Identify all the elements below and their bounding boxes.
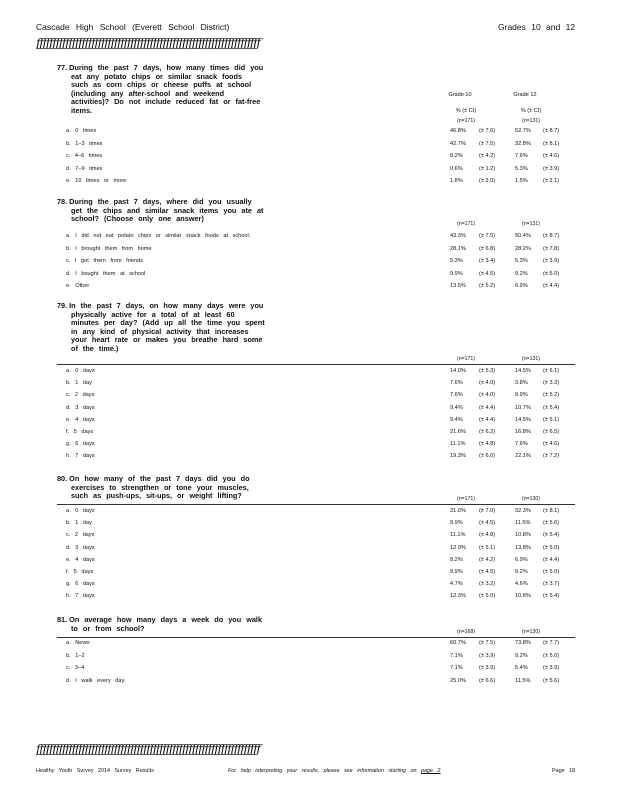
answer-option: b. 1 day [66, 380, 92, 387]
grade-12-percent: 9.2% [515, 270, 528, 277]
grade-12-percent: 52.7% [515, 128, 531, 134]
grade-12-ci: (± 5.0) [543, 569, 560, 575]
grades-label: Grades 10 and 12 [498, 22, 576, 32]
grade-10-ci: (± 4.2) [479, 556, 496, 563]
grade-12-ci: (± 5.2) [543, 392, 560, 399]
grade-10-percent: 43.3% [450, 233, 466, 239]
grade-10-percent: 12.3% [450, 593, 466, 600]
answer-option: c. 2 days [66, 532, 95, 539]
grade-12-percent: 10.7% [515, 404, 531, 411]
grade-12-percent: 5.3% [515, 258, 528, 264]
grade-10-sample-size: (n=171) [457, 356, 476, 362]
grade-12-ci: (± 3.9) [543, 165, 560, 172]
grade-12-ci: (± 5.6) [543, 677, 560, 684]
question-number: 78. [57, 197, 68, 206]
grade-12-ci: (± 7.8) [543, 245, 560, 252]
grade-10-sample-size: (n=171) [457, 221, 476, 227]
grade-12-ci: (± 5.4) [543, 532, 560, 539]
grade-12-ci: (± 6.5) [543, 429, 560, 435]
answer-option: e. 4 days [66, 556, 95, 563]
grade-12-ci: (± 4.6) [543, 441, 560, 448]
answer-option: e. 4 days [66, 416, 95, 423]
grade-12-ci: (± 7.7) [543, 640, 560, 646]
question-number: 81. [57, 615, 68, 624]
grade-12-percent: 14.5% [515, 368, 531, 374]
answer-option: a. 0 days [66, 508, 95, 514]
grade-10-ci: (± 3.9) [479, 652, 496, 659]
question-line: get the chips and similar snack items you ate at [71, 205, 264, 215]
grade-10-ci: (± 7.5) [479, 640, 496, 646]
grade-10-percent: 14.0% [450, 368, 466, 374]
grade-12-ci: (± 8.1) [543, 508, 560, 514]
question-line: your heart rate or makes you breathe hard some [71, 335, 263, 345]
grade-12-percent: 14.5% [515, 416, 531, 423]
grade-10-ci: (± 7.0) [479, 508, 496, 514]
grade-12-percent: 6.9% [515, 556, 528, 563]
grade-10-percent: 5.3% [450, 258, 463, 264]
grade-12-percent: 11.5% [515, 520, 531, 527]
question-line: in any kind of physical activity that increases [71, 326, 249, 336]
answer-option: b. 1 day [66, 520, 92, 527]
grade-12-ci: (± 5.4) [543, 404, 560, 411]
grade-10-percent: 9.4% [450, 404, 463, 411]
grade-10-sample-size: (n=168) [457, 629, 476, 635]
grade-10-percent: 0.6% [450, 165, 463, 172]
question-line: to or from school? [71, 623, 145, 633]
grade-12-percent: 10.8% [515, 532, 531, 539]
grade-12-percent: 9.2% [515, 569, 528, 575]
grade-12-sample-size: (n=130) [522, 496, 541, 502]
answer-option: d. 3 days [66, 404, 95, 411]
grade-12-ci: (± 2.1) [543, 178, 560, 184]
grade-12-percent: 13.8% [515, 544, 531, 551]
grade-12-percent: 5.3% [515, 165, 528, 172]
grade-10-ci: (± 2.0) [479, 178, 496, 184]
grade-10-ci: (± 5.3) [479, 368, 496, 374]
footer-survey-title: Healthy Youth Survey 2014 Survey Results [36, 768, 154, 774]
question-line: activities)? Do not include reduced fat or fat-free [71, 97, 261, 107]
grade-10-ci: (± 7.5) [479, 140, 496, 147]
grade-12-ci: (± 5.6) [543, 520, 560, 527]
footer-page-link[interactable]: page 2 [421, 768, 441, 774]
grade-10-percent: 11.1% [450, 532, 466, 539]
grade-10-ci: (± 4.2) [479, 153, 496, 159]
grade-10-ci: (± 3.2) [479, 581, 496, 588]
grade-10-ci: (± 1.2) [479, 165, 496, 172]
answer-option: e. 10 times or more [66, 178, 127, 184]
grade-12-ci: (± 3.9) [543, 258, 560, 264]
answer-option: a. I did not eat potato chips or similar snack foods at school. [66, 233, 251, 239]
question-number: 79. [57, 301, 68, 310]
grade-12-ci: (± 6.0) [543, 544, 560, 551]
grade-10-percent: 13.5% [450, 283, 466, 289]
answer-option: a. 0 times [66, 128, 97, 134]
answer-option: d. 7–9 times [66, 165, 103, 172]
grade-10-sample-size: (n=171) [457, 118, 476, 124]
grade-10-ci: (± 3.9) [479, 665, 496, 671]
grade-12-ci: (± 8.7) [543, 233, 560, 239]
question-line: such as push-ups, sit-ups, or weight lifting? [71, 491, 242, 501]
grade-12-percent: 22.1% [515, 453, 531, 460]
answer-option: d. I bought them at school [66, 270, 146, 277]
question-line: minutes per day? (Add up all the time you spent [71, 318, 265, 328]
question-line: During the past 7 days, where did you usually [69, 197, 252, 206]
question-line: exercises to strengthen or tone your muscles, [71, 482, 249, 492]
question-line: of the time.) [71, 343, 119, 353]
answer-option: f. 5 days [66, 429, 94, 435]
answer-option: b. 1–3 times [66, 140, 103, 147]
footer-page-number: Page 18 [552, 768, 576, 774]
answer-option: c. 4–6 times [66, 153, 103, 159]
grade-12-percent: 7.6% [515, 441, 528, 448]
question-text [57, 475, 250, 501]
grade-12-ci: (± 3.7) [543, 581, 560, 588]
grade-10-ci: (± 4.0) [479, 380, 496, 387]
grade-12-percent: 16.8% [515, 429, 531, 435]
question-text [57, 198, 263, 224]
bottom-divider: ƒƒƒƒƒƒƒƒƒƒƒƒƒƒƒƒƒƒƒƒƒƒƒƒƒƒƒƒƒƒƒƒƒƒƒƒƒƒƒƒƒƒƒƒƒƒƒƒƒƒƒƒƒƒƒƒƒƒƒƒƒƒƒƒƒƒƒƒƒ [36, 742, 260, 756]
grade-12-ci: (± 4.4) [543, 556, 560, 563]
grade-10-percent: 11.1% [450, 441, 466, 448]
question-line: On how many of the past 7 days did you do [69, 474, 250, 483]
question-text [57, 64, 263, 116]
grade-10-percent: 21.6% [450, 429, 466, 435]
grade-10-percent: 1.8% [450, 178, 463, 184]
answer-option: c. I got them from friends [66, 258, 143, 264]
grade-10-percent: 7.6% [450, 380, 463, 387]
grade-10-percent: 9.4% [450, 416, 463, 423]
answer-option: g. 6 days [66, 441, 95, 448]
grade-10-ci: (± 6.6) [479, 677, 496, 684]
grade-10-percent: 25.0% [450, 677, 466, 684]
answer-option: f. 5 days [66, 569, 94, 575]
answer-option: h. 7 days [66, 453, 95, 460]
grade-12-ci: (± 8.1) [543, 140, 560, 147]
question-line: items. [71, 105, 93, 115]
footer-help-label: For help interpreting your results, please see information starting on [228, 768, 417, 774]
grade-10-percent: 7.1% [450, 665, 463, 671]
grade-10-ci: (± 4.5) [479, 520, 496, 527]
grade-12-ci: (± 6.1) [543, 416, 560, 423]
grade-12-percent: 32.3% [515, 508, 531, 514]
question-line: school? (Choose only one answer) [71, 214, 204, 224]
question-line: such as corn chips or cheese puffs at school [71, 80, 252, 90]
grade-12-ci: (± 5.4) [543, 593, 560, 600]
grade-12-percent: 6.9% [515, 283, 528, 289]
grade-10-ci: (± 4.0) [479, 392, 496, 399]
grade-12-ci: (± 5.0) [543, 652, 560, 659]
grade-10-ci: (± 4.8) [479, 441, 496, 448]
grade-10-percent: 7.6% [450, 392, 463, 399]
grade-12-ci: (± 3.9) [543, 665, 560, 671]
table-rule [57, 364, 575, 365]
question-line: (including any after-school and weekend [71, 88, 225, 98]
answer-option: h. 7 days [66, 593, 95, 600]
answer-option: g. 6 days [66, 581, 95, 588]
grade-10-percent: 7.1% [450, 652, 463, 659]
grade-10-percent: 19.3% [450, 453, 466, 460]
grade-10-ci: (± 6.8) [479, 245, 496, 252]
grade-12-ci: (± 4.6) [543, 153, 560, 159]
question-line: In the past 7 days, on how many days were you [69, 301, 264, 310]
answer-option: d. I walk every day. [66, 677, 126, 684]
grade-12-percent: 10.8% [515, 593, 531, 600]
table-rule [57, 504, 575, 505]
grade-12-percent: 28.2% [515, 245, 531, 252]
grade-10-ci: (± 5.0) [479, 593, 496, 600]
grade-12-sample-size: (n=131) [522, 356, 541, 362]
grade-12-stat-header: % (± CI) [520, 108, 542, 114]
grade-10-percent: 9.9% [450, 520, 463, 527]
grade-10-ci: (± 6.2) [479, 429, 496, 435]
grade-12-ci: (± 4.4) [543, 283, 560, 289]
answer-option: b. 1–2 [66, 652, 85, 659]
grade-12-header: Grade 12 [513, 92, 537, 98]
grade-12-percent: 7.6% [515, 153, 528, 159]
grade-12-percent: 50.4% [515, 233, 531, 239]
grade-10-sample-size: (n=171) [457, 496, 476, 502]
grade-10-percent: 4.7% [450, 581, 463, 588]
answer-option: b. I brought them from home [66, 245, 152, 252]
top-divider: ƒƒƒƒƒƒƒƒƒƒƒƒƒƒƒƒƒƒƒƒƒƒƒƒƒƒƒƒƒƒƒƒƒƒƒƒƒƒƒƒƒƒƒƒƒƒƒƒƒƒƒƒƒƒƒƒƒƒƒƒƒƒƒƒƒƒƒƒƒ [36, 36, 260, 50]
grade-12-percent: 11.5% [515, 677, 531, 684]
question-line: During the past 7 days, how many times did you [69, 63, 264, 72]
grade-10-ci: (± 5.1) [479, 544, 496, 551]
grade-10-ci: (± 4.5) [479, 569, 496, 575]
grade-10-ci: (± 5.2) [479, 283, 496, 289]
answer-option: a. 0 days [66, 368, 95, 374]
grade-12-sample-size: (n=130) [522, 629, 541, 635]
grade-12-ci: (± 5.0) [543, 270, 560, 277]
grade-10-percent: 8.2% [450, 153, 463, 159]
answer-option: d. 3 days [66, 544, 95, 551]
footer-help-text [228, 768, 441, 774]
answer-option: c. 3–4 [66, 665, 85, 671]
question-text [57, 616, 262, 633]
answer-option: e. Other [66, 283, 90, 289]
grade-12-ci: (± 3.3) [543, 380, 560, 387]
grade-10-percent: 8.2% [450, 556, 463, 563]
grade-10-percent: 31.0% [450, 508, 466, 514]
grade-10-ci: (± 4.4) [479, 416, 496, 423]
question-number: 80. [57, 474, 68, 483]
grade-12-ci: (± 7.2) [543, 453, 560, 460]
question-line: eat any potato chips or similar snack foods [71, 71, 243, 81]
question-line: physically active for a total of at least 60 [71, 309, 235, 319]
grade-10-ci: (± 4.8) [479, 532, 496, 539]
grade-12-sample-size: (n=131) [522, 221, 541, 227]
question-text [57, 302, 265, 354]
grade-12-sample-size: (n=131) [522, 118, 541, 124]
question-line: On average how many days a week do you walk [69, 615, 263, 624]
grade-10-ci: (± 7.5) [479, 233, 496, 239]
grade-10-percent: 60.7% [450, 640, 466, 646]
grade-12-percent: 4.6% [515, 581, 528, 588]
grade-10-header: Grade 10 [448, 92, 472, 98]
grade-10-percent: 28.1% [450, 245, 466, 252]
grade-10-percent: 46.8% [450, 128, 466, 134]
answer-option: a. Never [66, 640, 91, 646]
grade-12-percent: 73.8% [515, 640, 531, 646]
grade-10-ci: (± 3.4) [479, 258, 496, 264]
grade-10-percent: 9.9% [450, 270, 463, 277]
grade-10-stat-header: % (± CI) [455, 108, 477, 114]
grade-12-ci: (± 6.1) [543, 368, 560, 374]
grade-10-ci: (± 4.5) [479, 270, 496, 277]
grade-12-percent: 1.5% [515, 178, 528, 184]
question-number: 77. [57, 63, 68, 72]
grade-12-percent: 9.2% [515, 652, 528, 659]
grade-10-ci: (± 4.4) [479, 404, 496, 411]
answer-option: c. 2 days [66, 392, 95, 399]
grade-12-ci: (± 8.7) [543, 128, 560, 134]
grade-12-percent: 9.9% [515, 392, 528, 399]
grade-10-percent: 12.9% [450, 544, 466, 551]
grade-10-ci: (± 6.0) [479, 453, 496, 460]
grade-10-percent: 9.9% [450, 569, 463, 575]
school-title: Cascade High School (Everett School District) [36, 22, 230, 32]
grade-12-percent: 3.8% [515, 380, 528, 387]
grade-10-ci: (± 7.6) [479, 128, 496, 134]
table-rule [57, 637, 575, 638]
grade-12-percent: 5.4% [515, 665, 528, 671]
grade-10-percent: 42.7% [450, 140, 466, 147]
grade-12-percent: 32.8% [515, 140, 531, 147]
